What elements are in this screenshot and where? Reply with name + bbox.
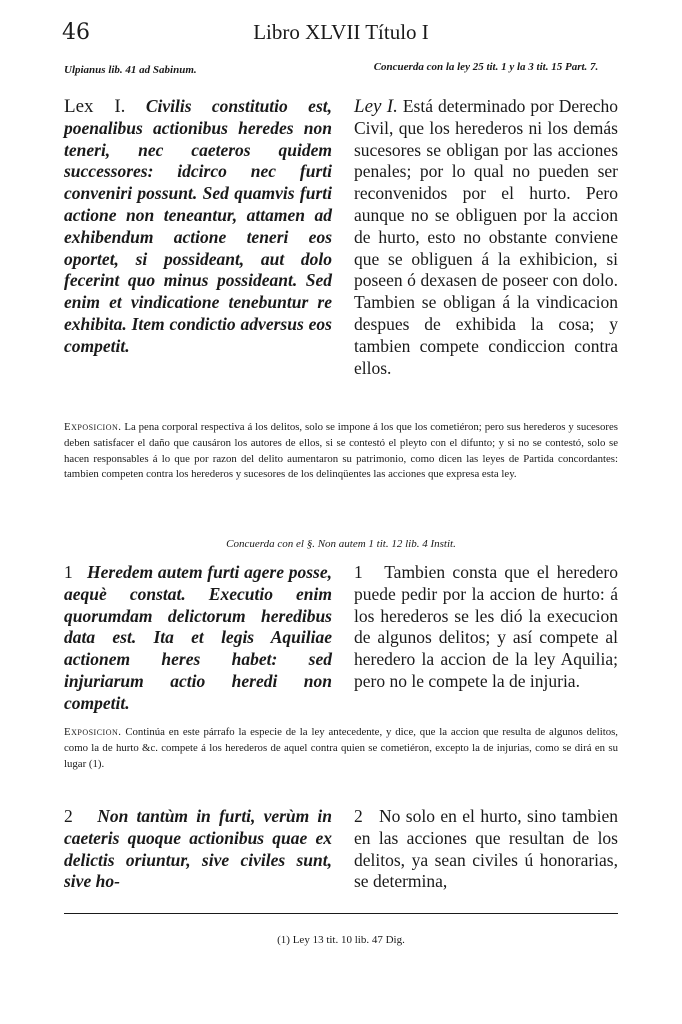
exposition-text: La pena corporal respectiva á los delitos, solo se impone á los que los cometiéron; pero sus herederos y sucesores deben satisfacer el daño que causáron los autores de ellos, si se contestó el pleyto con el difunto; y si no se contestó, solo se hacen responsables á lo que por razon del delito aumentaron su patrimonio, como dicen las leyes de Partida concordantes: tambien competen contra los herederos y sucesores de los delinqüentes las acciones que expresa esta ley. — [64, 421, 618, 481]
concordance-note: Concuerda con el §. Non autem 1 tit. 12 lib. 4 Instit. — [226, 538, 456, 550]
spanish-paragraph-1 — [354, 562, 618, 693]
law-heading-latin: Lex I. — [64, 96, 126, 117]
latin-law-text — [64, 96, 332, 358]
exposition-text: Continúa en este párrafo la especie de la ley antecedente, y dice, que la accion que resulta de algunos delitos, como la de hurto &c. compete á los herederos de aquel contra quien se cometiéron, excepto la de injurias, como se dirá en su lugar (1). — [64, 726, 618, 770]
paragraph-body-spanish: Tambien consta que el heredero puede pedir por la accion de hurto: á los herederos se les dió la execucion de algunos delitos; y así compete al heredero la accion de la ley Aquilia; pero no le compete la de injuria. — [354, 562, 618, 691]
page-number: 46 — [62, 20, 90, 45]
exposition-label: Exposicion. — [64, 726, 122, 738]
source-citation-spanish: Concuerda con la ley 25 tit. 1 y la 3 tit. 15 Part. 7. — [373, 61, 599, 73]
exposition-paragraph — [64, 420, 618, 483]
latin-paragraph-2 — [64, 806, 332, 893]
exposition-paragraph — [64, 725, 618, 772]
running-title: Libro XLVII Título I — [253, 20, 429, 44]
paragraph-body-spanish: No solo en el hurto, sino tambien en las acciones que resultan de los delitos, ya sean civiles ú honorarias, se determina, — [354, 806, 618, 892]
spanish-law-text — [354, 96, 618, 379]
footnote-rule — [64, 913, 618, 914]
paragraph-body-latin: Heredem autem furti agere posse, aequè constat. Executio enim quorumdam delictorum heredibus data est. Ita et legis Aquiliae actionem heres habet: sed injuriarum actio heredi non competit. — [64, 562, 333, 713]
paragraph-number: 1 — [354, 562, 363, 582]
latin-paragraph-1 — [64, 562, 332, 715]
exposition-label: Exposicion. — [64, 421, 122, 433]
paragraph-number: 2 — [354, 806, 363, 826]
footnote: (1) Ley 13 tit. 10 lib. 47 Dig. — [277, 934, 405, 946]
paragraph-number: 2 — [64, 806, 73, 826]
page-header — [62, 20, 620, 50]
paragraph-number: 1 — [64, 562, 73, 582]
law-heading-spanish: Ley I. — [354, 96, 398, 117]
paragraph-body-latin: Non tantùm in furti, verùm in caeteris quoque actionibus quae ex delictis oriuntur, sive civiles sunt, sive ho- — [64, 806, 333, 892]
source-citation-latin: Ulpianus lib. 41 ad Sabinum. — [64, 64, 197, 76]
law-body-latin: Civilis constitutio est, poenalibus actionibus heredes non teneri, nec caeteros quidem successores: idcirco nec furti conveniri possunt. Sed quamvis furti actione non teneantur, attamen ad exhibendum actione teneri eos oportet, si possideant, aut dolo fecerint quo minus possideant. Sed enim et vindicatione tenebuntur re exhibita. Item condictio adversus eos competit. — [64, 96, 332, 356]
law-body-spanish: Está determinado por Derecho Civil, que los herederos ni los demás sucesores se obligan por las acciones penales; por lo qual no pueden ser reconvenidos por el hurto. Pero aunque no se obliguen por la accion de hurto, esto no obstante conviene que se obliguen á la exhibicion, si poseen ó dexasen de poseer con dolo. Tambien se obligan á la vindicacion despues de exhibida la cosa; y tambien compete condiccion contra ellos. — [354, 96, 618, 378]
spanish-paragraph-2 — [354, 806, 618, 893]
